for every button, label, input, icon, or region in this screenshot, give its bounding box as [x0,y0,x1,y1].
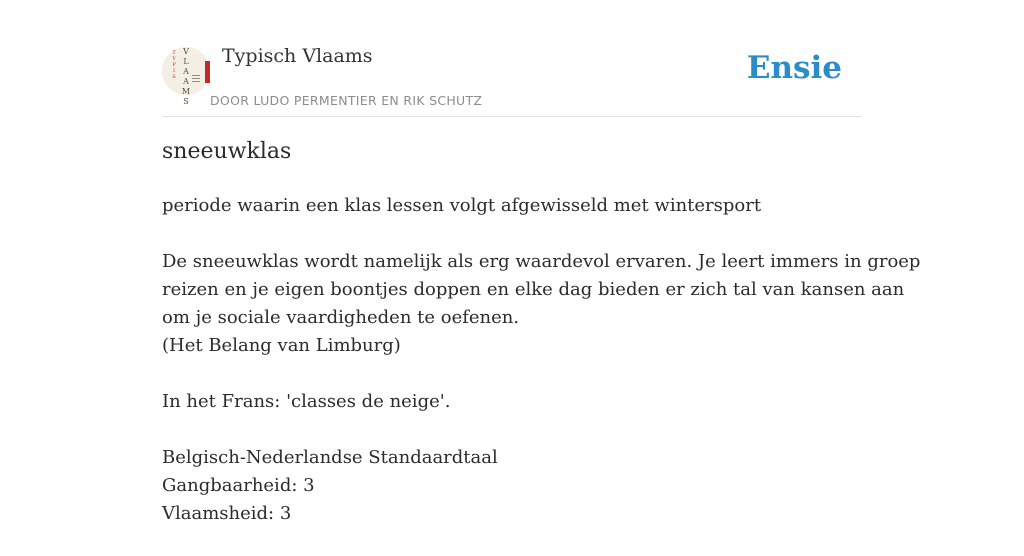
logo-rule [192,75,200,76]
entry-term: sneeuwklas [162,139,292,164]
meta-vlaamsheid: Vlaamsheid: 3 [162,503,292,524]
logo-red-bar [205,61,210,83]
logo-red-letters: T Y P I S [172,50,176,80]
logo-rule [192,81,200,82]
entry-definition: periode waarin een klas lessen volgt afgewisseld met wintersport [162,195,762,216]
quote-source: (Het Belang van Limburg) [162,335,401,356]
meta-language: Belgisch-Nederlandse Standaardtaal [162,447,498,468]
ensie-brand-link[interactable]: Ensie [746,50,842,86]
page-container [162,0,921,524]
entry-content [162,192,921,556]
entry-quote [162,248,921,360]
logo-rule [192,78,200,79]
site-title[interactable]: Typisch Vlaams [222,45,373,67]
quote-line: reizen en je eigen boontjes doppen en elke dag bieden er zich tal van kansen aan [162,279,905,300]
french-note: In het Frans: 'classes de neige'. [162,391,451,412]
meta-gangbaarheid: Gangbaarheid: 3 [162,475,315,496]
author-byline: DOOR LUDO PERMENTIER EN RIK SCHUTZ [210,93,483,108]
quote-line: De sneeuwklas wordt namelijk als erg waardevol ervaren. Je leert immers in groep [162,251,921,272]
entry-meta [162,444,862,528]
logo-letters: V L A A M S [181,47,191,106]
quote-line: om je sociale vaardigheden te oefenen. [162,307,520,328]
site-header [162,0,862,117]
book-cover-logo[interactable] [162,47,210,106]
